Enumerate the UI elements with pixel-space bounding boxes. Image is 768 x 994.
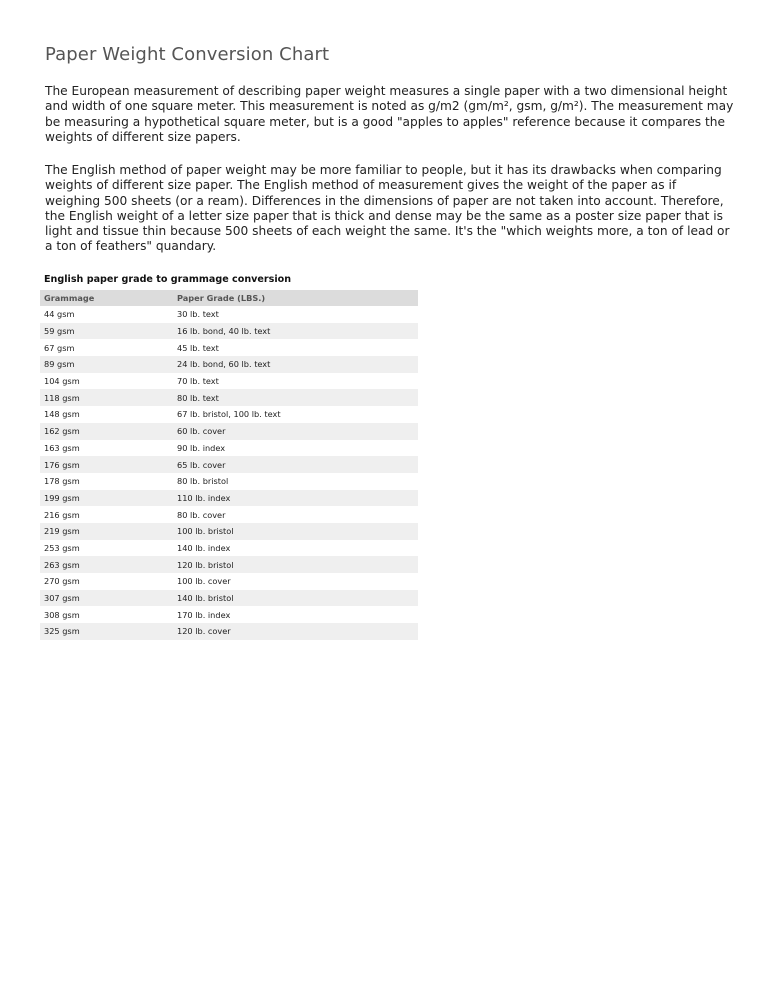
paper-grade-cell: 170 lb. index	[177, 609, 231, 620]
grammage-cell: 67 gsm	[44, 342, 75, 353]
grammage-cell: 89 gsm	[40, 356, 173, 373]
table-row	[40, 323, 418, 340]
intro-paragraph-english: The English method of paper weight may be more familiar to people, but it has its drawbacks when comparing weights of different size paper. The English method of measurement gives the weight of the paper as if weighing 500 sheets (or a ream). Differences in the dimensions of paper are not taken into account. Therefore, the English weight of a letter size paper that is thick and dense may be the same as a poster size paper that is light and tissue thin because 500 sheets of each weight the same. It's the "which weights more, a ton of lead or a ton of feathers" quandary.	[45, 163, 730, 254]
grammage-cell: 216 gsm	[44, 509, 80, 520]
paper-grade-cell: 140 lb. bristol	[173, 590, 418, 607]
table-row	[40, 389, 418, 406]
paper-grade-cell: 120 lb. cover	[173, 623, 418, 640]
table-row	[40, 490, 418, 507]
column-header-paper-grade: Paper Grade (LBS.)	[173, 290, 418, 306]
paper-grade-cell: 100 lb. cover	[177, 576, 231, 587]
grammage-cell: 263 gsm	[40, 556, 173, 573]
table-row	[40, 356, 418, 373]
grammage-cell: 44 gsm	[44, 309, 75, 320]
table-row	[40, 623, 418, 640]
table-row	[40, 556, 418, 573]
grammage-cell: 270 gsm	[44, 576, 80, 587]
page-title: Paper Weight Conversion Chart	[45, 44, 330, 65]
table-row	[40, 373, 418, 390]
paper-grade-cell: 24 lb. bond, 60 lb. text	[173, 356, 418, 373]
paper-grade-cell: 120 lb. bristol	[173, 556, 418, 573]
paper-grade-cell: 60 lb. cover	[173, 423, 418, 440]
grammage-cell: 325 gsm	[40, 623, 173, 640]
paper-grade-cell: 80 lb. text	[173, 389, 418, 406]
paper-grade-cell: 16 lb. bond, 40 lb. text	[173, 323, 418, 340]
table-row	[40, 573, 418, 590]
grammage-cell: 118 gsm	[40, 389, 173, 406]
grammage-cell: 59 gsm	[40, 323, 173, 340]
paper-grade-cell: 67 lb. bristol, 100 lb. text	[177, 409, 281, 420]
grammage-cell: 307 gsm	[40, 590, 173, 607]
table-row	[40, 523, 418, 540]
table-row	[40, 406, 418, 423]
grammage-cell: 253 gsm	[44, 542, 80, 553]
table-body	[40, 306, 418, 640]
intro-paragraph-european: The European measurement of describing paper weight measures a single paper with a two dimensional height and width of one square meter. This measurement is noted as g/m2 (gm/m², gsm, g/m²). The measurement may be measuring a hypothetical square meter, but is a good "apples to apples" reference because it compares the weights of different size papers.	[45, 84, 734, 144]
paper-grade-cell: 80 lb. cover	[177, 509, 226, 520]
table-row	[40, 506, 418, 523]
paper-grade-cell: 140 lb. index	[177, 542, 231, 553]
table-row	[40, 456, 418, 473]
grammage-cell: 162 gsm	[40, 423, 173, 440]
paper-grade-cell: 30 lb. text	[177, 309, 219, 320]
table-header-row	[40, 290, 418, 306]
paper-grade-cell: 70 lb. text	[177, 376, 219, 387]
table-row	[40, 339, 418, 356]
paper-grade-cell: 90 lb. index	[177, 442, 226, 453]
table-caption: English paper grade to grammage conversion	[44, 274, 292, 285]
grammage-cell: 176 gsm	[40, 456, 173, 473]
table-row	[40, 440, 418, 457]
table-row	[40, 473, 418, 490]
table-row	[40, 423, 418, 440]
table-row	[40, 306, 418, 323]
grammage-cell: 199 gsm	[40, 490, 173, 507]
paper-grade-cell: 110 lb. index	[173, 490, 418, 507]
table-row	[40, 590, 418, 607]
grammage-cell: 308 gsm	[44, 609, 80, 620]
grammage-cell: 163 gsm	[44, 442, 80, 453]
table-row	[40, 606, 418, 623]
grammage-cell: 148 gsm	[44, 409, 80, 420]
grammage-cell: 104 gsm	[44, 376, 80, 387]
paper-grade-cell: 80 lb. bristol	[177, 476, 229, 487]
paper-grade-cell: 65 lb. cover	[173, 456, 418, 473]
grammage-cell: 178 gsm	[44, 476, 80, 487]
paper-grade-cell: 45 lb. text	[177, 342, 219, 353]
paper-grade-cell: 100 lb. bristol	[173, 523, 418, 540]
column-header-grammage: Grammage	[40, 290, 173, 306]
grammage-cell: 219 gsm	[40, 523, 173, 540]
conversion-table	[40, 290, 418, 640]
table-row	[40, 540, 418, 557]
